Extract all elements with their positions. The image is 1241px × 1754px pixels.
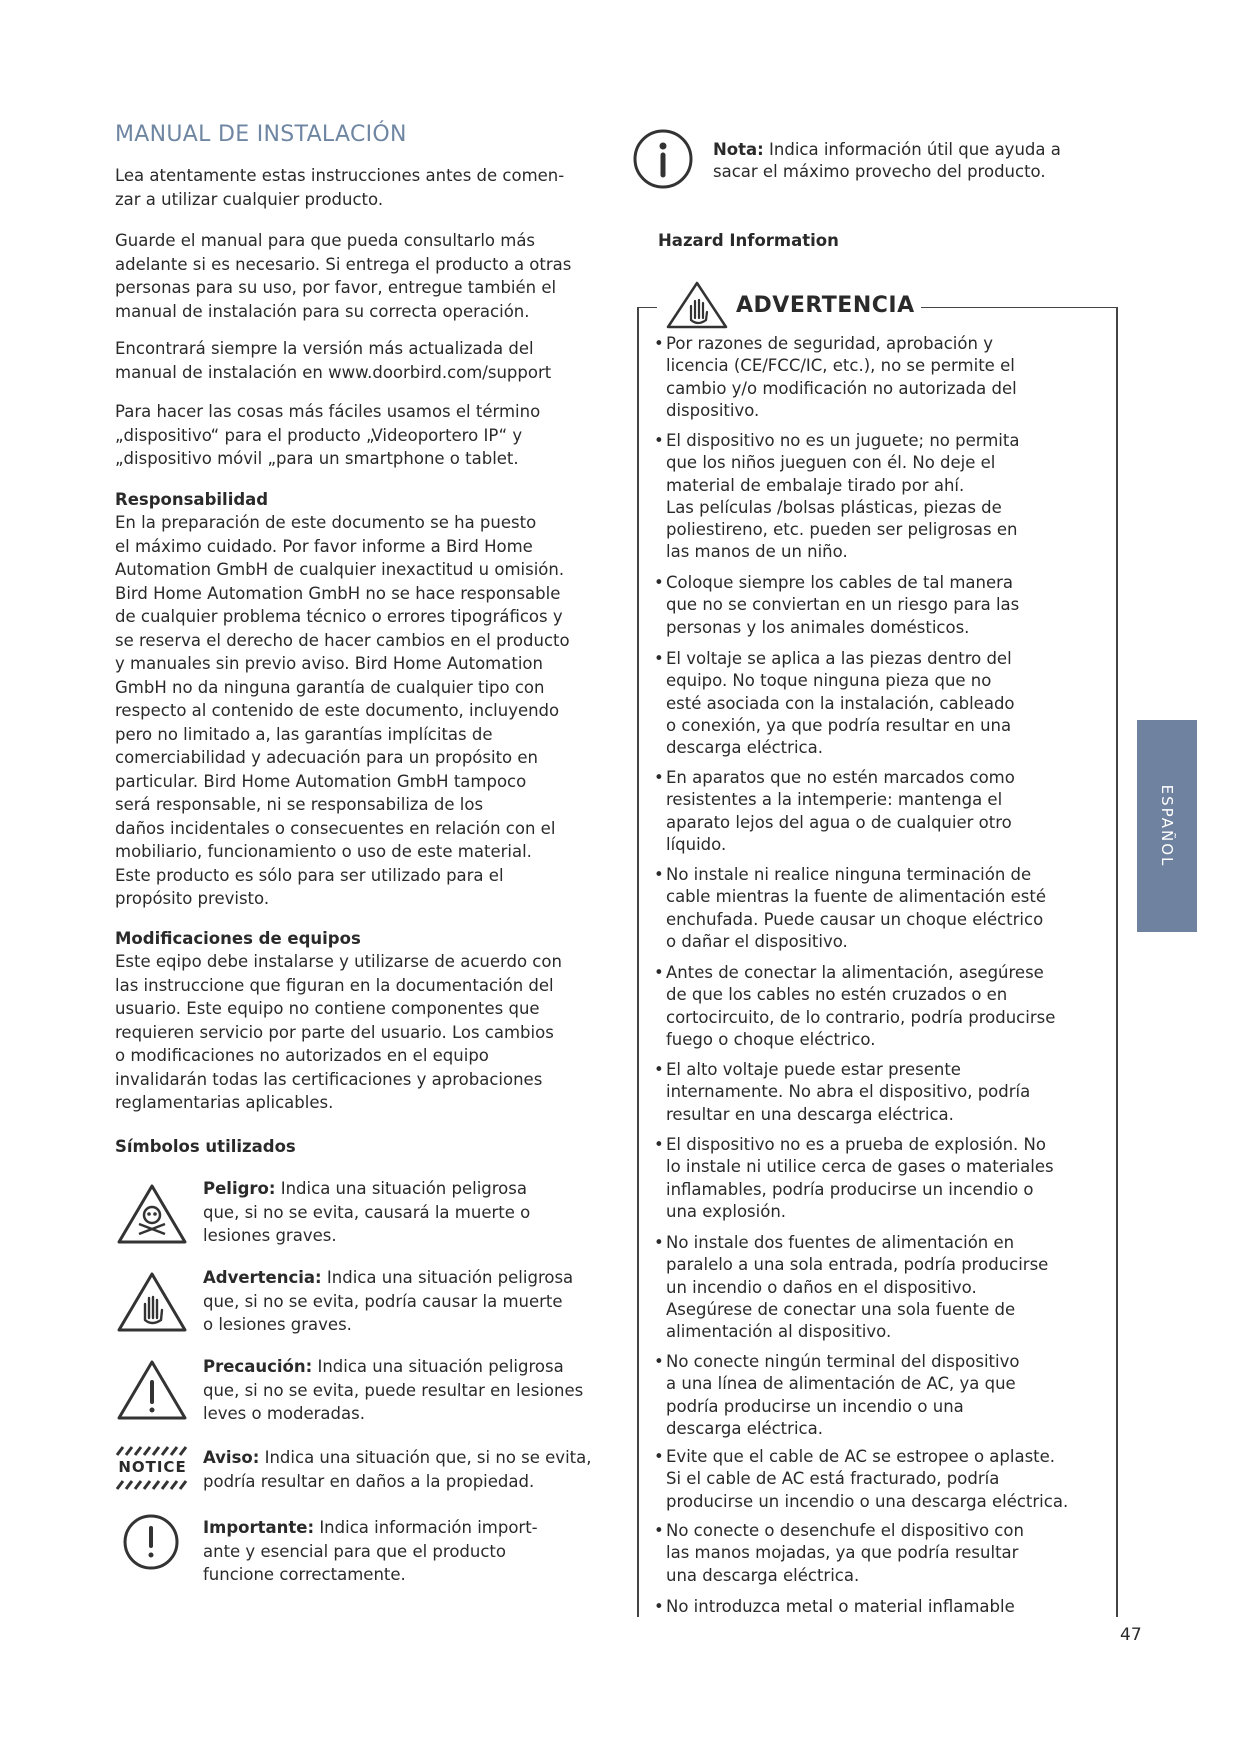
warning-bullet-14: • No introduzca metal o material inflamable [654,1597,1015,1616]
warning-bullet-12: • Evite que el cable de AC se estropee o aplaste. Si el cable de AC está fracturado, podría producirse un incendio o una descarga eléctrica. [654,1447,1069,1511]
symbols-heading: Símbolos utilizados [115,1137,296,1156]
exclamation-circle-icon [115,1512,175,1572]
language-tab: ESPAÑOL [1137,720,1197,932]
exclamation-triangle-icon [115,1356,190,1428]
intro-paragraph: Lea atentamente estas instrucciones antes de comen- zar a utilizar cualquier producto. [115,166,565,209]
responsibility-body: En la preparación de este documento se ha puesto el máximo cuidado. Por favor informe a Bird Home Automation GmbH de cualquier inexactitud u omisión. Bird Home Automation GmbH no se hace responsable de cualquier problema técnico o errores tipográficos y se reserva el derecho de hacer cambios en el producto y manuales sin previo aviso. Bird Home Automation GmbH no da ninguna garantía de cualquier tipo con respecto al contenido de este documento, incluyendo pero no limitado a, las garantías implícitas de comerciabilidad y adecuación para un propósito en particular. Bird Home Automation GmbH tampoco será responsable, ni se responsabiliza de los daños incidentales o consecuentes en relación con el mobiliario, funcionamiento o uso de este material. Este producto es sólo para ser utilizado para el propósito previsto. [115,513,570,908]
manual-paragraph: Guarde el manual para que pueda consultarlo más adelante si es necesario. Si entrega el producto a otras personas para su uso, por favor, entregue también el manual de instalación para su correcta operación. [115,231,572,321]
warning-bullet-1: • Por razones de seguridad, aprobación y licencia (CE/FCC/IC, etc.), no se permite el cambio y/o modificación no autorizada del dispositivo. [654,334,1017,420]
warning-title: ADVERTENCIA [736,292,921,320]
modifications-body: Este eqipo debe instalarse y utilizarse de acuerdo con las instruccione que figuran en la documentación del usuario. Este equipo no contiene componentes que requieren servicio por parte del usuario. Los cambios o modificaciones no autorizados en el equipo invalidarán todas las certificaciones y aprobaciones reglamentarias aplicables. [115,952,562,1112]
symbol-caution-text: Precaución: Indica una situación peligrosa que, si no se evita, puede resultar en lesiones leves o moderadas. [203,1357,584,1423]
symbol-warning-text: Advertencia: Indica una situación peligrosa que, si no se evita, podría causar la muerte o lesiones graves. [203,1268,574,1334]
warning-bullet-3: • Coloque siempre los cables de tal manera que no se conviertan en un riesgo para las personas y los animales domésticos. [654,573,1020,637]
warning-bullet-8: • El alto voltaje puede estar presente internamente. No abra el dispositivo, podría resultar en una descarga eléctrica. [654,1060,1031,1124]
warning-bullet-11: • No conecte ningún terminal del dispositivo a una línea de alimentación de AC, ya que podría producirse un incendio o una descarga eléctrica. [654,1352,1020,1438]
warning-bullet-6: • No instale ni realice ninguna terminación de cable mientras la fuente de alimentación esté enchufada. Puede causar un choque eléctrico o dañar el dispositivo. [654,865,1047,951]
hazard-heading: Hazard Information [658,231,839,250]
responsibility-heading: Responsabilidad [115,490,269,509]
warning-bullet-7: • Antes de conectar la alimentación, asegúrese de que los cables no estén cruzados o en cortocircuito, de lo contrario, podría producirse fuego o choque eléctrico. [654,963,1056,1049]
hand-warning-icon [115,1268,190,1340]
warning-hand-icon [664,280,730,330]
warning-bullet-13: • No conecte o desenchufe el dispositivo con las manos mojadas, ya que podría resultar una descarga eléctrica. [654,1521,1024,1585]
warning-bullet-9: • El dispositivo no es a prueba de explosión. No lo instale ni utilice cerca de gases o materiales inflamables, podría producirse un incendio o una explosión. [654,1135,1054,1221]
version-paragraph: Encontrará siempre la versión más actualizada del manual de instalación en www.doorbird.com/support [115,339,552,382]
skull-warning-icon [115,1180,190,1252]
page-number: 47 [1120,1625,1142,1645]
warning-bullet-4: • El voltaje se aplica a las piezas dentro del equipo. No toque ninguna pieza que no esté asociada con la instalación, cableado o conexión, ya que podría resultar en una descarga eléctrica. [654,649,1015,758]
symbol-danger-text: Peligro: Indica una situación peligrosa que, si no se evita, causará la muerte o lesiones graves. [203,1179,531,1245]
warning-bullet-5: • En aparatos que no estén marcados como resistentes a la intemperie: mantenga el aparato lejos del agua o de cualquier otro líquido. [654,768,1015,854]
page-title: MANUAL DE INSTALACIÓN [115,122,407,147]
note-text: Nota: Indica información útil que ayuda a sacar el máximo provecho del producto. [713,140,1061,181]
warning-bullet-2: • El dispositivo no es un juguete; no permita que los niños jueguen con él. No deje el material de embalaje tirado por ahí. Las películas /bolsas plásticas, piezas de poliestireno, etc. pueden ser peligrosas en las manos de un niño. [654,431,1020,562]
symbol-notice-text: Aviso: Indica una situación que, si no se evita, podría resultar en daños a la propiedad. [203,1448,592,1491]
warning-bullet-10: • No instale dos fuentes de alimentación en paralelo a una sola entrada, podría producirse un incendio o daños en el dispositivo. Asegúrese de conectar una sola fuente de alimentación al dispositivo. [654,1233,1049,1342]
info-icon [632,128,694,190]
modifications-heading: Modificaciones de equipos [115,929,361,948]
symbol-important-text: Importante: Indica información import- ante y esencial para que el producto funcione correctamente. [203,1518,538,1584]
terms-paragraph: Para hacer las cosas más fáciles usamos el término „dispositivo“ para el producto „Videoportero IP“ y „dispositivo móvil „para un smartphone o tablet. [115,402,541,468]
notice-icon: NOTICE [115,1446,190,1490]
